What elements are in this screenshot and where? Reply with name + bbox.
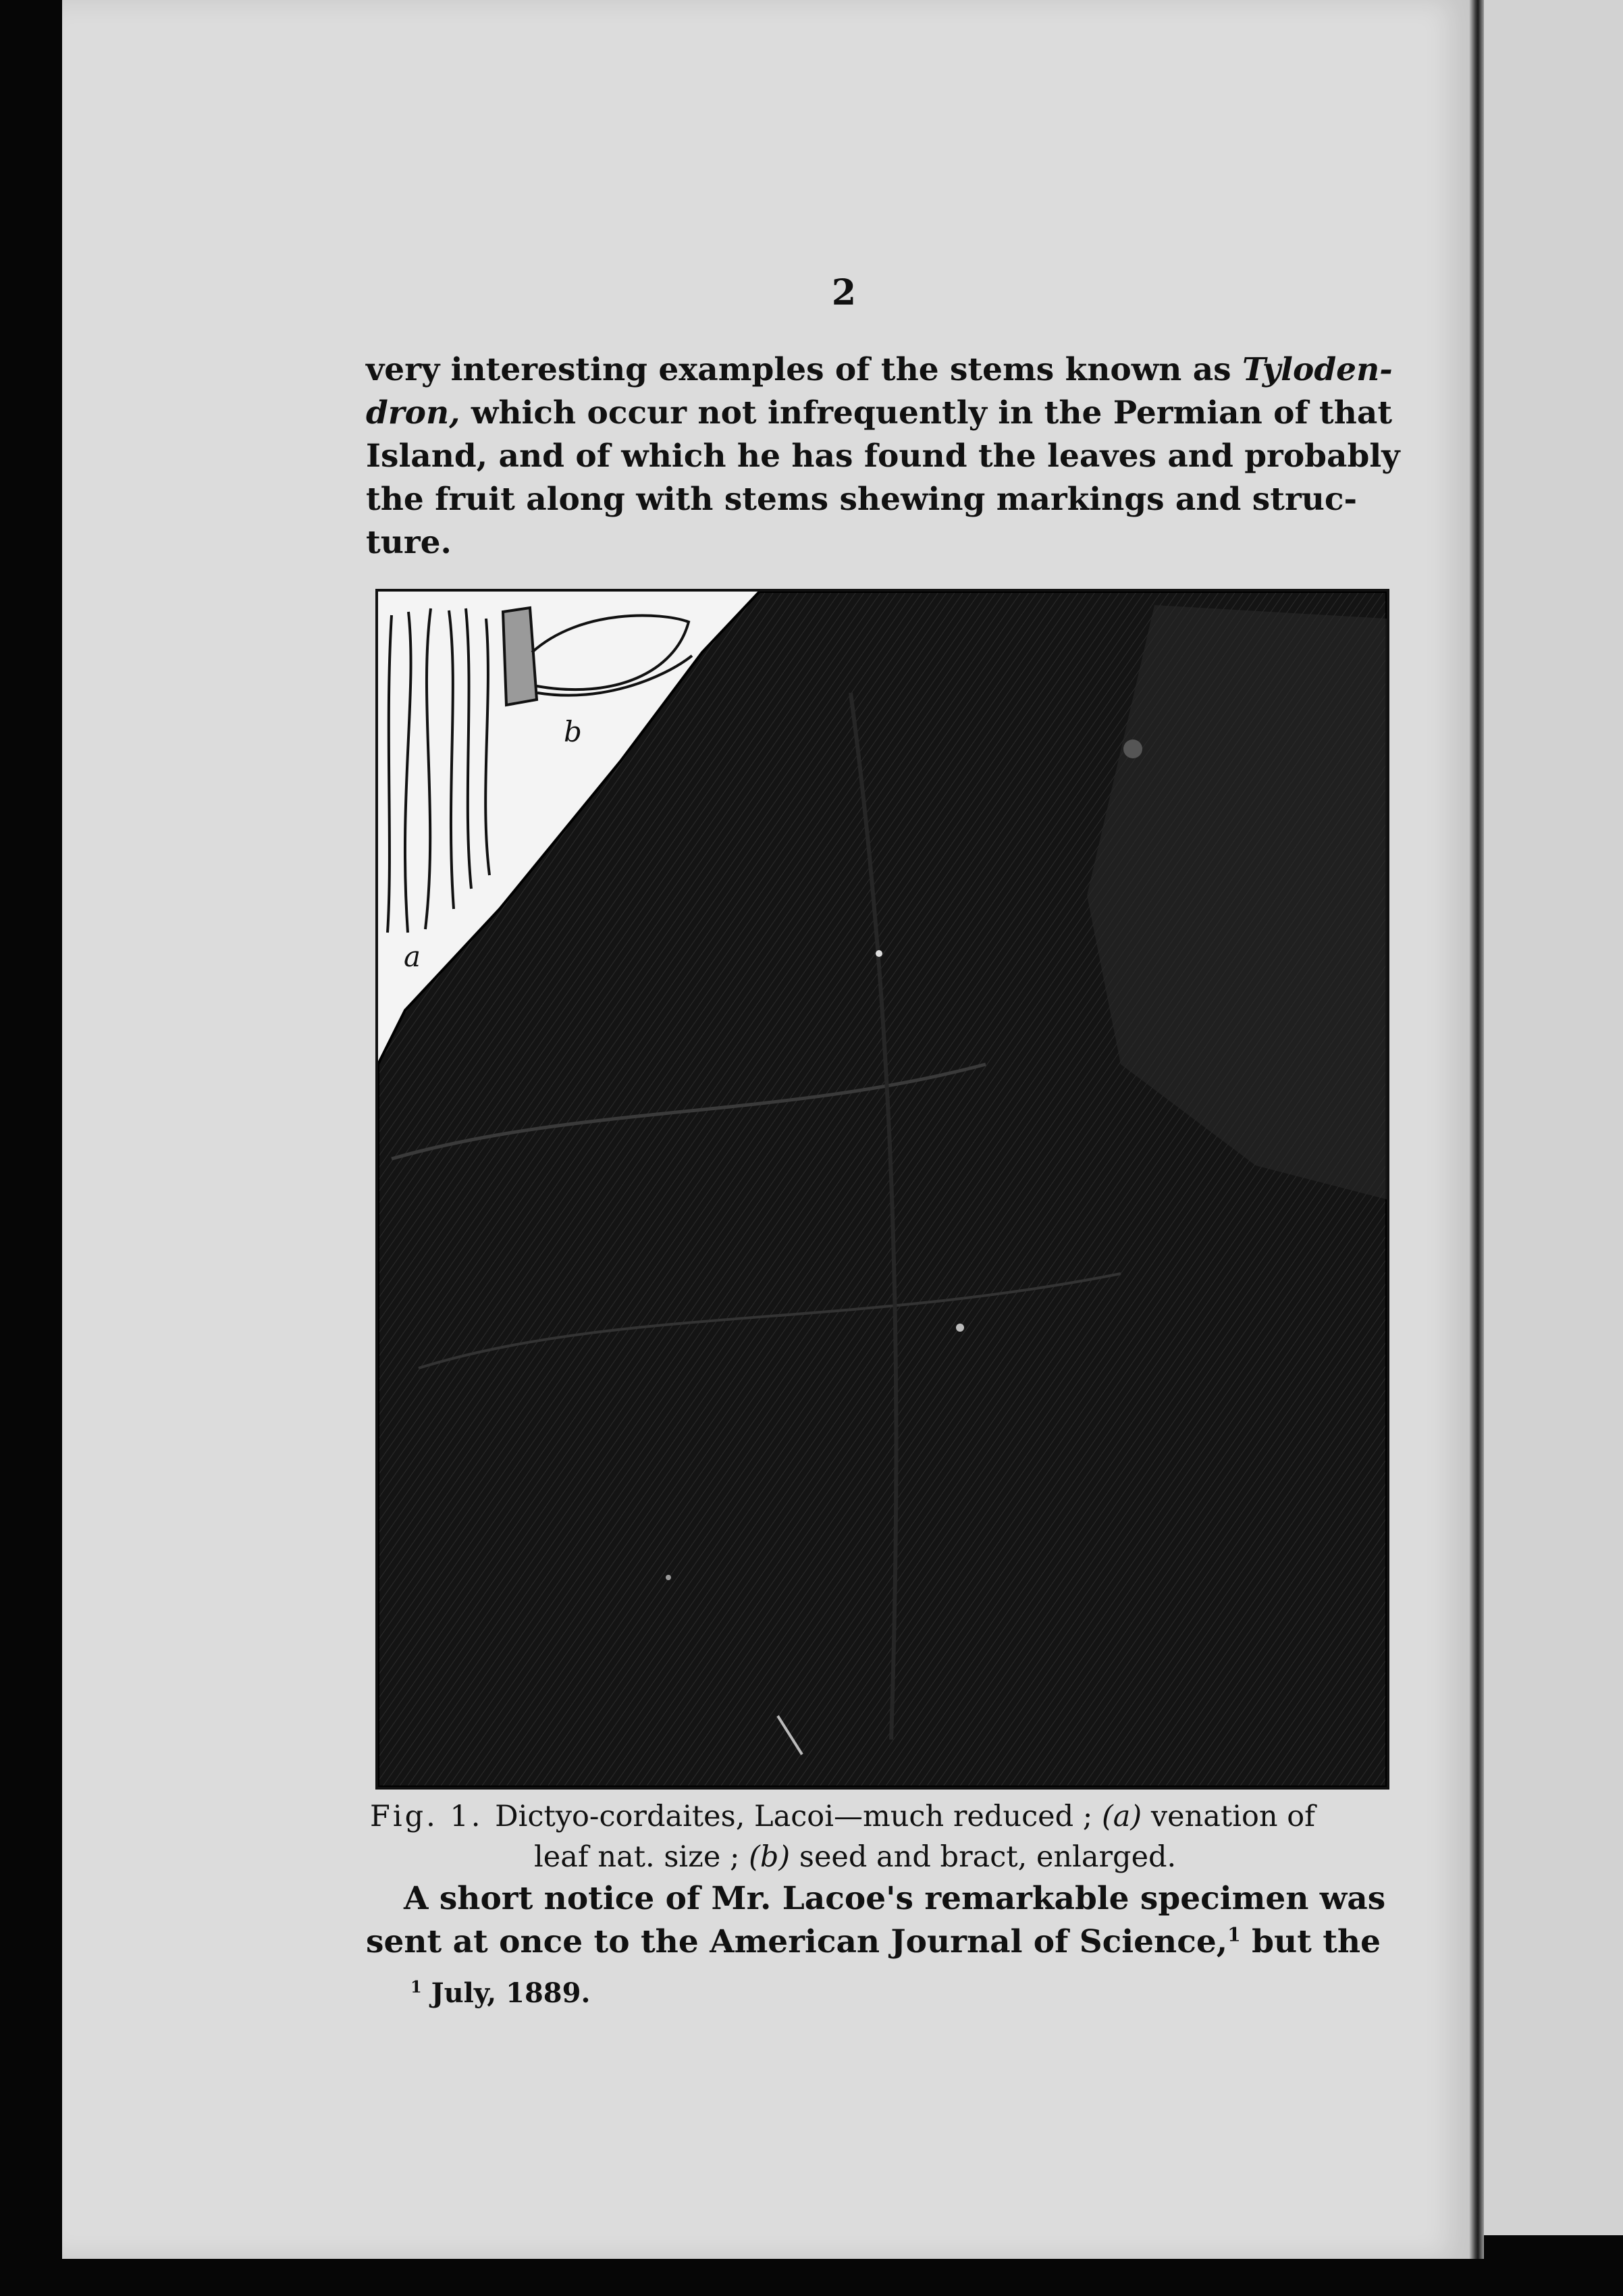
figure-label: Fig. 1. xyxy=(370,1800,483,1833)
text-line: A short notice of Mr. Lacoe's remarkable specimen was xyxy=(404,1880,1386,1917)
caption-text: Dictyo-cordaites, Lacoi—much reduced ; (a) venation of xyxy=(495,1800,1315,1833)
specimen-speck xyxy=(666,1575,671,1580)
caption-line xyxy=(370,1796,1315,1837)
text-line: dron, which occur not infrequently in the Permian of that xyxy=(366,394,1393,432)
footnote-ref: 1 xyxy=(1227,1923,1241,1946)
figure-caption xyxy=(370,1796,1315,1877)
specimen-speck xyxy=(876,950,882,957)
text-line: Island, and of which he has found the leaves and probably xyxy=(366,438,1400,475)
text-line: the fruit along with stems shewing markings and struc- xyxy=(366,481,1358,518)
seed-bract-sketch-b xyxy=(503,608,692,705)
text-line: ture. xyxy=(366,524,452,561)
venation-sketch-a xyxy=(388,608,489,933)
inset-label-a: a xyxy=(404,940,421,973)
specimen-speck xyxy=(1123,739,1142,758)
fossil-engraving xyxy=(378,592,1387,1787)
inset-label-b: b xyxy=(564,715,582,748)
intro-paragraph xyxy=(366,348,1400,565)
text-line: very interesting examples of the stems known as Tyloden- xyxy=(366,351,1393,388)
fossil-figure xyxy=(375,589,1389,1790)
caption-line: leaf nat. size ; (b) seed and bract, enlarged. xyxy=(534,1840,1177,1874)
page-fold xyxy=(1469,0,1484,2259)
page-number: 2 xyxy=(831,272,857,313)
specimen-speck xyxy=(956,1324,964,1332)
footnote: $^1$ July, 1889. xyxy=(410,1977,591,2009)
body-paragraph xyxy=(366,1877,1386,1964)
text-line: sent at once to the American Journal of Science,$^1$ but the xyxy=(366,1923,1381,1960)
next-page-edge xyxy=(1479,0,1623,2235)
